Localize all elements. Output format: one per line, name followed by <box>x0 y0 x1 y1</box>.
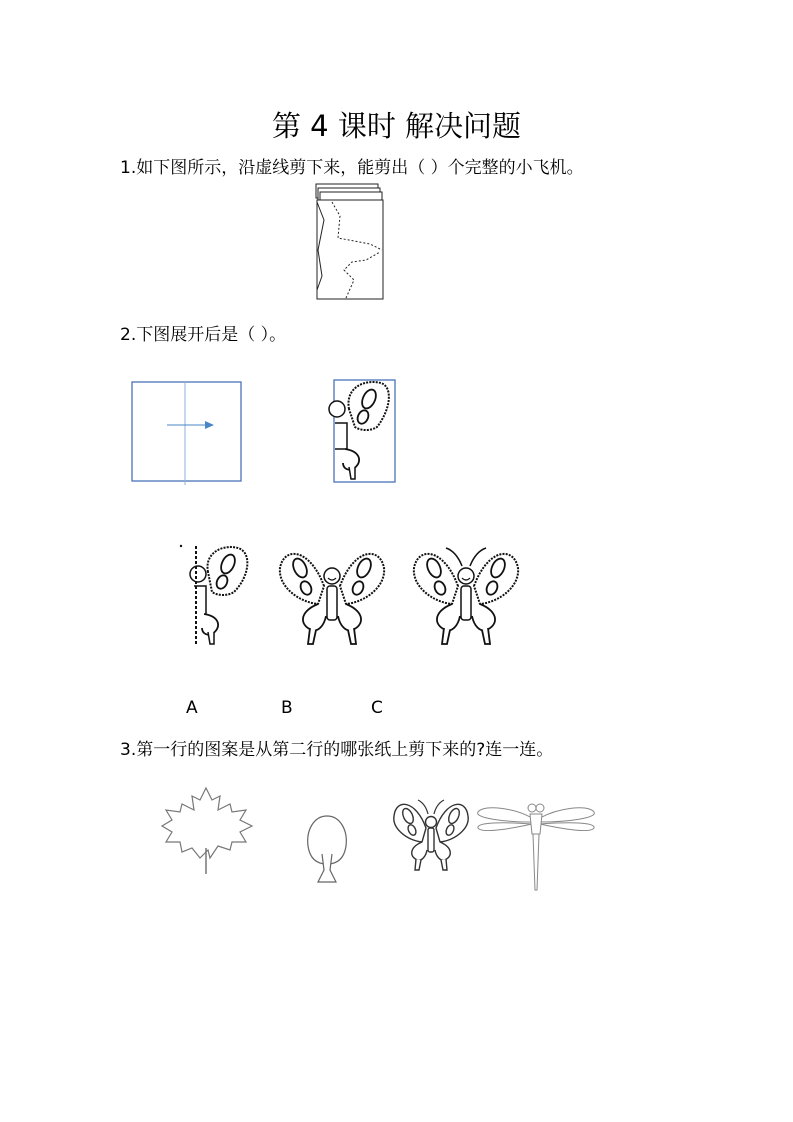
page-title: 第 4 课时 解决问题 <box>271 109 522 143</box>
option-a-label: A <box>186 698 198 718</box>
question-1: 1.如下图所示，沿虚线剪下来，能剪出（ ）个完整的小飞机。 <box>120 158 584 178</box>
maple-leaf-figure <box>160 786 254 876</box>
folded-paper-figure <box>314 180 386 302</box>
half-butterfly-figure <box>333 379 397 485</box>
question-3: 3.第一行的图案是从第二行的哪张纸上剪下来的?连一连。 <box>120 740 554 760</box>
option-b-label: B <box>281 698 293 718</box>
option-c-label: C <box>371 698 383 718</box>
fold-paper-figure <box>131 381 243 485</box>
tree-figure <box>304 814 350 886</box>
option-c-figure <box>412 544 520 650</box>
option-a-figure <box>178 542 258 652</box>
butterfly-figure <box>392 798 470 874</box>
dragonfly-figure <box>474 800 600 892</box>
option-b-figure <box>278 546 386 650</box>
question-2: 2.下图展开后是（ ）。 <box>120 325 287 345</box>
